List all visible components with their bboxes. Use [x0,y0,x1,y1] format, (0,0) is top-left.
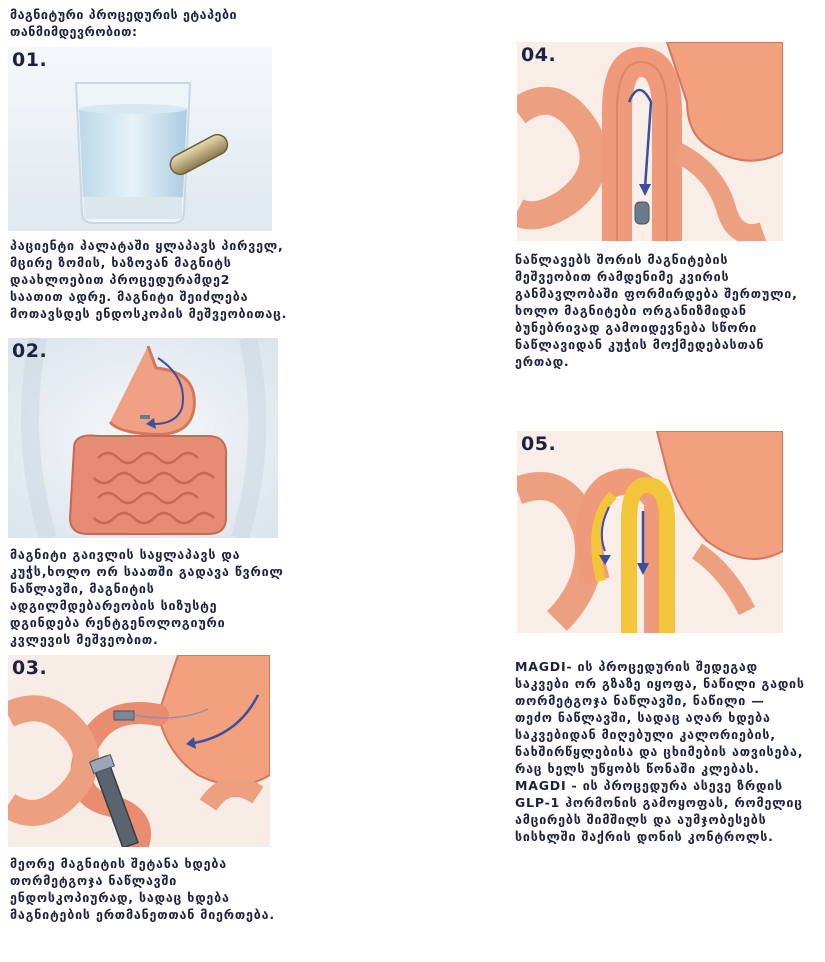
intestine-yellow-food-path-icon [517,431,783,633]
step-2-image [8,338,278,538]
step-1-image [8,47,272,231]
step-3-number: 03. [12,657,48,679]
page-title: მაგნიტური პროცედურის ეტაპები თანმიმდევრობით: [10,7,238,39]
stomach-and-intestines-icon [8,338,278,538]
step-3-image [8,655,270,847]
step-5-number: 05. [521,433,557,455]
step-4-caption: ნაწლავებს შორის მაგნიტების მეშვეობით რამდენიმე კვირის განმავლობაში ფორმირდება შერთული, ხოლო მაგნიტები ორგანიზმიდან ბუნებრივად გამოიდევნება სწორი ნაწლავიდან კუჭის მოქმედებასთან ერთად. [515,252,798,369]
step-5-image [517,431,783,633]
step-3-caption: მეორე მაგნიტის შეტანა ხდება თორმეტგოჯა ნაწლავში ენდოსკოპიურად, სადაც ხდება მაგნიტების ერთმანეთთან მიერთება. [10,856,275,922]
step-2-number: 02. [12,340,48,362]
step-5-caption: MAGDI- ის პროცედურის შედეგად საკვები ორ გზაზე იყოფა, ნაწილი გადის თორმეტგოჯა ნაწლავში, ნაწილი — თეძო ნაწლავში, სადაც აღარ ხდება საკვებიდან მიღებული კალორიების, ნახშირწყლებისა და ცხიმების ათვისება, რაც ხელს უწყობს წონაში კლებას. MAGDI - ის პროცედურა ასევე ზრდის GLP-1 ჰორმონის გამოყოფას, რომელიც ამცირებს შიმშილს და აუმჯობესებს სისხლში შაქრის დონის კონტროლს. [515,659,805,844]
glass-of-water-with-magnet-icon [8,47,272,231]
endoscope-second-magnet-icon [8,655,270,847]
step-1-caption: პაციენტი პალატაში ყლაპავს პირველ, მცირე ზომის, ხაზოვან მაგნიტს დაახლოებით პროცედურამდე2 საათით ადრე. მაგნიტი შეიძლება მოთავსდეს ენდოსკოპის მეშვეობითაც. [10,238,288,321]
step-4-image [517,42,783,241]
step-4-number: 04. [521,44,557,66]
intestine-loop-blue-arrow-icon [517,42,783,241]
step-2-caption: მაგნიტი გაივლის საყლაპავს და კუჭს,ხოლო ორ საათში გადავა წვრილ ნაწლავში, მაგნიტის ადგილმდებარეობის სიზუსტე დგინდება რენტგენოლოგიური კვლევის მეშვეობით. [10,547,284,647]
step-1-number: 01. [12,49,48,71]
